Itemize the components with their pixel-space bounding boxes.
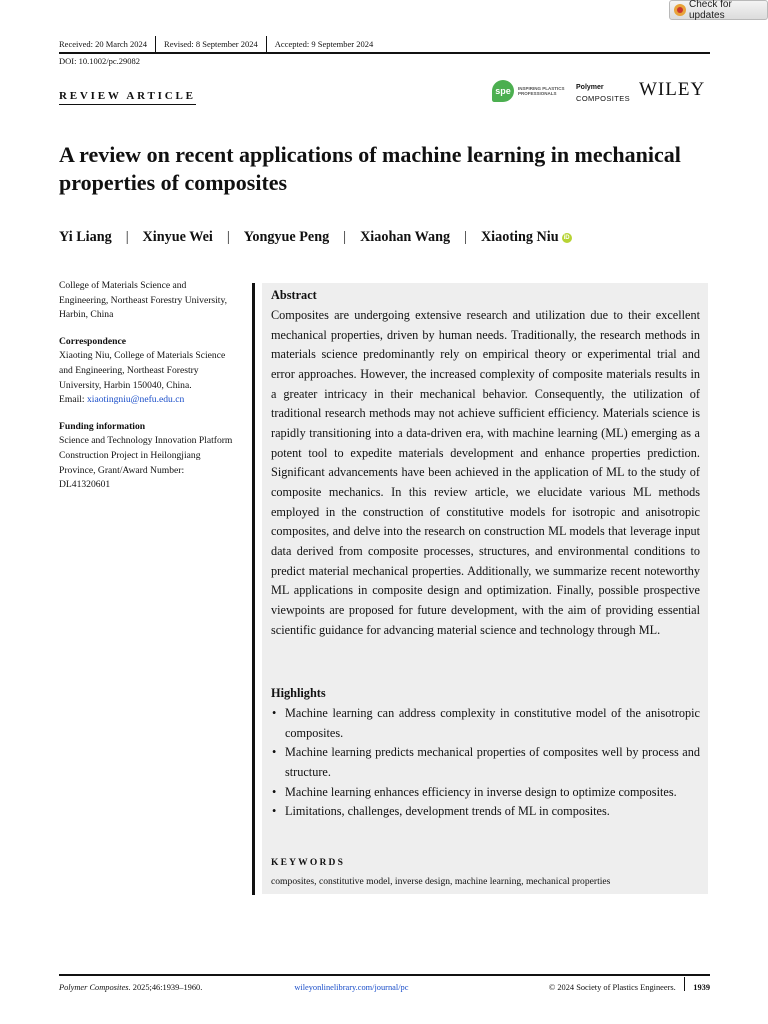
article-info-sidebar [59,279,237,505]
correspondence [59,335,237,408]
author-name[interactable]: Xiaohan Wang [360,229,451,245]
author-name[interactable]: Xinyue Wei [142,229,213,245]
keywords-text: composites, constitutive model, inverse design, machine learning, mechanical properties [271,876,611,887]
footer-journal: Polymer Composites. [59,982,131,992]
footer-separator [684,977,686,991]
funding-heading: Funding information [59,420,146,432]
abstract-heading: Abstract [271,288,317,302]
spe-tagline: INSPIRING PLASTICS PROFESSIONALS [518,86,565,96]
received-date: Received: 20 March 2024 [59,39,148,49]
highlights-list [271,704,700,822]
author-separator: | [125,229,129,245]
funding-text: Science and Technology Innovation Platform Construction Project in Heilongjiang Province, Grant/Award Number: DL41320601 [59,435,233,491]
page-footer [59,980,710,994]
highlights-heading: Highlights [271,686,326,700]
revised-date: Revised: 8 September 2024 [155,36,266,52]
journal-logo-line2: COMPOSITES [576,94,631,103]
author-name[interactable]: Yongyue Peng [243,229,330,245]
keywords-heading: KEYWORDS [271,858,346,868]
highlight-item: • Machine learning enhances efficiency in inverse design to optimize composites. [271,783,700,803]
sidebar-divider [252,283,255,895]
highlight-item: • Machine learning can address complexity in constitutive model of the anisotropic composites. [271,704,700,743]
footer-journal-link[interactable]: wileyonlinelibrary.com/journal/pc [294,982,409,992]
spe-logo [492,80,566,102]
footer-copyright: © 2024 Society of Plastics Engineers. [548,982,676,992]
spe-mark: spe [492,80,514,102]
article-title: A review on recent applications of machine learning in mechanical properties of composites [59,142,681,195]
orcid-icon[interactable]: iD [563,234,570,241]
funding-information [59,420,237,493]
check-for-updates-button[interactable] [669,0,768,20]
accepted-date: Accepted: 9 September 2024 [266,36,381,52]
wiley-logo: WILEY [639,79,706,100]
author-list [59,229,572,246]
author-separator: | [343,229,347,245]
email-link[interactable]: xiaotingniu@nefu.edu.cn [86,394,185,406]
journal-logo-line1: Polymer [576,84,604,91]
author-separator: | [464,229,467,245]
highlight-item: • Limitations, challenges, development trends of ML in composites. [271,802,700,822]
article-type: REVIEW ARTICLE [59,90,196,105]
correspondence-text: Xiaoting Niu, College of Materials Science and Engineering, Northeast Forestry University, Harbin 150040, China. [59,350,226,391]
footer-divider [59,974,710,976]
header-divider [59,52,710,54]
doi: DOI: 10.1002/pc.29082 [59,56,140,66]
author-separator: | [226,229,230,245]
page-number: 1939 [693,982,710,992]
check-for-updates-label: Check for updates [689,0,732,21]
affiliation: College of Materials Science and Engineering, Northeast Forestry University, Harbin, China [59,280,228,321]
article-dates [59,36,381,52]
email-label: Email: [59,394,85,406]
correspondence-heading: Correspondence [59,335,126,347]
crossmark-icon [674,4,686,16]
footer-citation: 2025;46:1939–1960. [132,982,203,992]
author-name[interactable]: Xiaoting Niu [480,229,559,245]
highlight-item: • Machine learning predicts mechanical properties of composites well by process and structure. [271,743,700,782]
abstract-text: Composites are undergoing extensive research and utilization due to their excellent mechanical properties, driven by human needs. Traditionally, the research methods in materials science predominantly rely on empirical theory or experimental trial and error approaches. However, the increased complexity of composite materials results in a greater intricacy in their mechanical behavior. Consequently, the utilization of traditional research methods may not achieve sufficient efficiency. Materials science is rapidly transitioning into a data-driven era, with machine learning (ML) emerging as a potent tool to expedite materials development and enhance properties prediction. Significant advancements have been achieved in the application of ML to the study of composite mechanics. In this review article, we elucidate various ML methods employed in the construction of constitutive models for isotropic and anisotropic composites, and delve into the research on construction ML models that leverage input data derived from composite processes, structures, and environmental conditions to predict material mechanical properties. Additionally, we summarize recent noteworthy ML applications in composite design and optimization. Finally, possible prospective viewpoints are proposed for future development, with the aim of providing essential scientific guidance for advancing material science and technology through ML. [271,308,700,637]
journal-logo [576,82,630,104]
author-name[interactable]: Yi Liang [59,229,112,245]
